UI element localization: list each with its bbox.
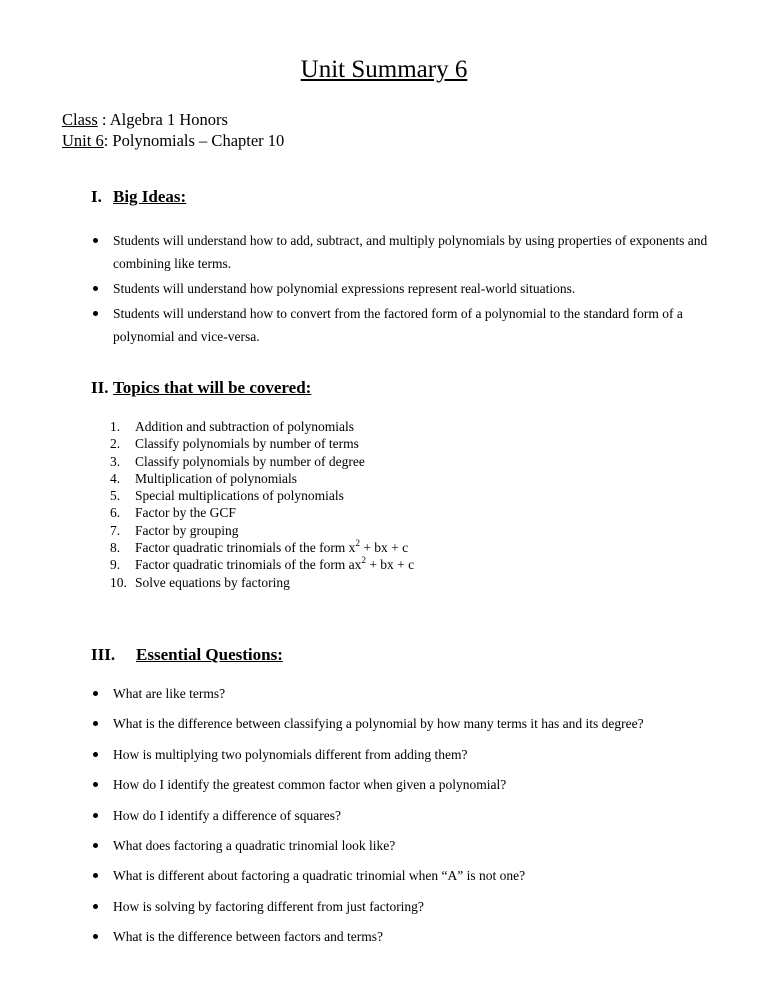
- topic-text-tail: + bx + c: [359, 540, 409, 556]
- topic-text: [135, 556, 414, 573]
- big-ideas-list: [91, 229, 731, 350]
- topic-number: 1.: [110, 419, 121, 434]
- topic-number: 7.: [110, 522, 121, 538]
- topic-item: [110, 435, 414, 452]
- question-item: What is different about factoring a quadratic trinomial when “A” is not one?: [91, 867, 731, 884]
- page-title: Unit Summary 6: [300, 56, 468, 83]
- section-numeral: III.: [91, 645, 116, 664]
- topic-text: [135, 504, 236, 521]
- section-title: Essential Questions:: [136, 645, 283, 664]
- topic-text-main: Factor quadratic trinomials of the form x: [135, 540, 356, 556]
- topic-number: 3.: [110, 453, 121, 469]
- unit-value: : Polynomials – Chapter 10: [103, 131, 285, 150]
- section-heading-big-ideas: [91, 187, 186, 207]
- topic-item: [110, 556, 414, 573]
- section-heading-questions: [91, 645, 283, 665]
- topic-text-main: Special multiplications of polynomials: [135, 488, 344, 504]
- topic-number: 2.: [110, 436, 121, 452]
- topic-item: [110, 522, 414, 539]
- question-item: What does factoring a quadratic trinomial look like?: [91, 837, 731, 854]
- big-idea-item: Students will understand how to add, subtract, and multiply polynomials by using properties of exponents and combining like terms.: [91, 229, 731, 275]
- topic-text: [135, 487, 344, 504]
- topic-item: [110, 418, 414, 435]
- course-info: [62, 109, 284, 151]
- class-label: Class: [62, 110, 98, 129]
- topics-list: [110, 418, 414, 591]
- topic-number: 4.: [110, 470, 121, 486]
- topic-item: [110, 470, 414, 487]
- topic-item: [110, 539, 414, 556]
- question-item: How is solving by factoring different from just factoring?: [91, 898, 731, 915]
- topic-number: 5.: [110, 488, 121, 504]
- topic-text-main: Factor quadratic trinomials of the form ax: [135, 557, 362, 573]
- essential-questions-list: [91, 685, 731, 959]
- topic-number: 8.: [110, 540, 121, 556]
- topic-number: 9.: [110, 557, 121, 573]
- topic-number: 6.: [110, 505, 121, 521]
- unit-label: Unit 6: [62, 131, 104, 150]
- section-numeral: I.: [91, 187, 102, 206]
- topic-text-main: Solve equations by factoring: [135, 574, 290, 590]
- question-item: How do I identify the greatest common factor when given a polynomial?: [91, 776, 731, 793]
- unit-line: [62, 130, 284, 151]
- topic-item: [110, 487, 414, 504]
- big-idea-item: Students will understand how polynomial expressions represent real-world situations.: [91, 277, 731, 300]
- topic-text: [135, 453, 365, 470]
- topic-text: [135, 435, 359, 452]
- exponent: 2: [355, 537, 360, 548]
- topic-text-tail: + bx + c: [365, 557, 415, 573]
- question-item: What is the difference between factors and terms?: [91, 928, 731, 945]
- topic-text: [135, 418, 354, 435]
- topic-text-main: Factor by the GCF: [135, 505, 236, 521]
- question-item: What are like terms?: [91, 685, 731, 702]
- topic-text: [135, 539, 408, 556]
- class-value: : Algebra 1 Honors: [97, 110, 228, 129]
- topic-item: [110, 453, 414, 470]
- question-item: How do I identify a difference of squares?: [91, 807, 731, 824]
- exponent: 2: [361, 554, 366, 565]
- topic-text-main: Classify polynomials by number of degree: [135, 453, 365, 469]
- class-line: [62, 109, 284, 130]
- question-item: How is multiplying two polynomials different from adding them?: [91, 746, 731, 763]
- topic-text-main: Multiplication of polynomials: [135, 470, 297, 486]
- topic-text-main: Classify polynomials by number of terms: [135, 436, 359, 452]
- section-heading-topics: [91, 378, 311, 398]
- topic-text: [135, 574, 290, 591]
- topic-item: [110, 574, 414, 591]
- topic-text-main: Factor by grouping: [135, 522, 239, 538]
- topic-text: [135, 522, 239, 539]
- topic-text-main: Addition and subtraction of polynomials: [135, 419, 354, 434]
- section-title: Topics that will be covered:: [113, 378, 312, 397]
- topic-item: [110, 504, 414, 521]
- section-title: Big Ideas:: [113, 187, 187, 206]
- question-item: What is the difference between classifying a polynomial by how many terms it has and its degree?: [91, 715, 731, 732]
- big-idea-item: Students will understand how to convert from the factored form of a polynomial to the standard form of a polynomial and vice-versa.: [91, 302, 731, 348]
- topic-number: 10.: [110, 574, 127, 590]
- section-numeral: II.: [91, 378, 109, 397]
- topic-text: [135, 470, 297, 487]
